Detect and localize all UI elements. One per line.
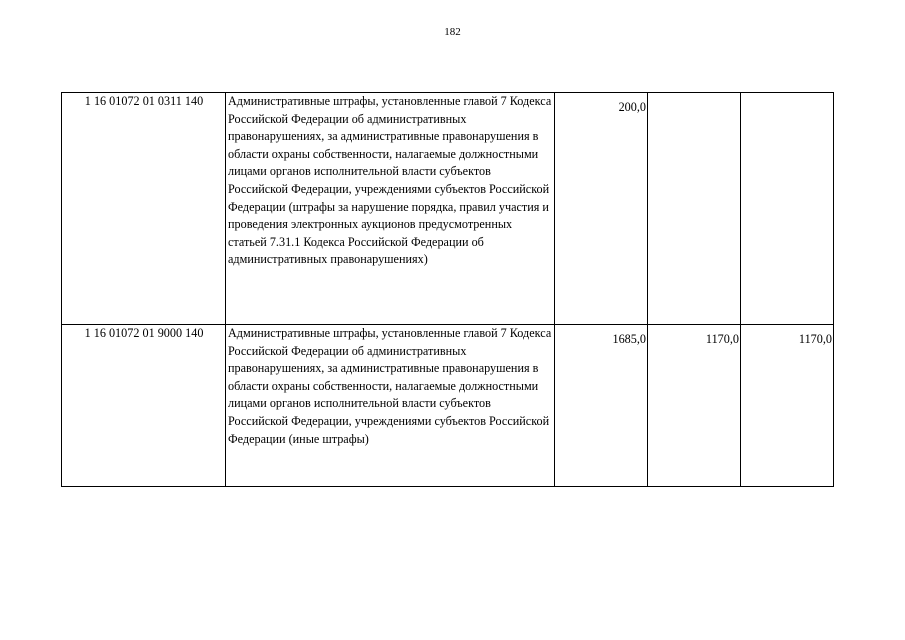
page-number: 182: [444, 26, 461, 38]
amount-cell-1: 200,0: [555, 93, 648, 325]
amount-cell-2: 1170,0: [648, 325, 741, 487]
table-row: [62, 325, 834, 487]
budget-code-cell: 1 16 01072 01 9000 140: [62, 325, 226, 487]
budget-table: [61, 92, 834, 487]
amount-cell-3: 1170,0: [741, 325, 834, 487]
description-cell: Административные штрафы, установленные главой 7 Кодекса Российской Федерации об административных правонарушениях, за административные правонарушения в области охраны собственности, налагаемые должностными лицами органов исполнительной власти субъектов Российской Федерации, учреждениями субъектов Российской Федерации (иные штрафы): [226, 325, 555, 487]
budget-code-cell: 1 16 01072 01 0311 140: [62, 93, 226, 325]
amount-cell-3: [741, 93, 834, 325]
amount-cell-1: 1685,0: [555, 325, 648, 487]
description-cell: Административные штрафы, установленные главой 7 Кодекса Российской Федерации об административных правонарушениях, за административные правонарушения в области охраны собственности, налагаемые должностными лицами органов исполнительной власти субъектов Российской Федерации, учреждениями субъектов Российской Федерации (штрафы за нарушение порядка, правил участия и проведения электронных аукционов предусмотренных статьей 7.31.1 Кодекса Российской Федерации об административных правонарушениях): [226, 93, 555, 325]
amount-cell-2: [648, 93, 741, 325]
table-row: [62, 93, 834, 325]
